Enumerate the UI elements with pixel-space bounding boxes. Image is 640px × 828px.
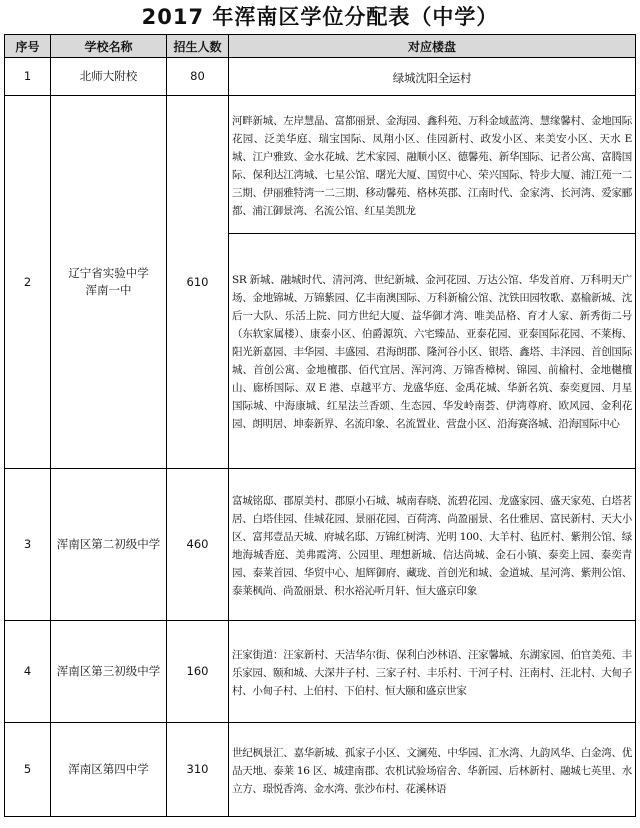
- header-no: 序号: [5, 35, 51, 58]
- row-enrollment: 160: [167, 621, 229, 723]
- row-estates: SR 新城、融城时代、清河湾、世纪新城、金河花园、万达公馆、华发首府、万科明天广场、金地锦城、万锦紫园、亿丰南澳国际、万科新榆公馆、沈铁田园牧歌、嘉榆新城、沈后一大队、乐活上院、同方世纪大厦、益华御才湾、唯美品格、育才人家、新秀街二号（东软家属楼）、康泰小区、伯爵源筑、六宅臻品、亚泰花园、亚泰国际花园、不莱梅、阳光新嘉园、丰华园、丰盛园、君海朗郡、隆河谷小区、银塔、鑫塔、丰泽园、首创国际城、首创公寓、金地檀郡、佰代宜居、浑河湾、万锦香樟树、锦园、前榆村、金地樾檀山、廊桥国际、双 E 港、卓越平方、龙盛华庭、金禹花城、华新名筑、泰奕夏园、月星国际城、中海康城、红星法兰香颂、生态园、华发岭南荟、伊湾尊府、欧风园、金利花园、朗明居、坤泰新界、名流印象、名流置业、营盘小区、沿海赛洛城、沿海国际中心: [229, 234, 636, 469]
- table-row: [5, 58, 636, 96]
- table-row: [5, 723, 636, 817]
- table-header-row: [5, 35, 636, 58]
- row-school: 北师大附校: [51, 58, 167, 96]
- row-estates: 汪家街道：汪家新村、天洁华尔街、保利白沙林语、汪家馨城、东湖家园、伯官美苑、丰乐家园、颐和城、大深井子村、三家子村、丰乐村、干河子村、汪南村、汪北村、大甸子村、小甸子村、上伯村、下伯村、恒大颐和盛京世家: [229, 621, 636, 723]
- row-school: 浑南区第四中学: [51, 723, 167, 817]
- header-school: 学校名称: [51, 35, 167, 58]
- table-row: [5, 621, 636, 723]
- row-no: 4: [5, 621, 51, 723]
- header-estates: 对应楼盘: [229, 35, 636, 58]
- row-enrollment: 310: [167, 723, 229, 817]
- row-estates: 河畔新城、左岸慧晶、富都丽景、金海园、鑫科苑、万科金域蓝湾、慧缘馨村、金地国际花园、泛美华庭、瑞宝国际、凤翔小区、佳园新村、政发小区、来美安小区、天水 E 城、江户雅致、金水花城、艺术家园、融顺小区、德馨苑、新华国际、记者公寓、富腾国际、保利达江湾城、七星公馆、曙光大厦、国贸中心、荣兴国际、特步大厦、浦江苑一二三期、伊丽雅特湾一二三期、移动馨苑、格林英郡、江南时代、金家湾、长河湾、爱家郦都、浦江御景湾、名流公馆、红星美凯龙: [229, 96, 636, 234]
- row-estates: 富城铭邸、郡原美村、郡原小石城、城南春晓、流碧花园、龙盛家园、盛天家苑、白塔茗居、白塔佳园、佳城花园、景丽花园、百荷湾、尚盈丽景、名仕雅居、富民新村、天大小区、富邦壹品天城、府城名邸、万锦红树湾、光明 100、大羊村、毡匠村、紫荆公馆、绿地海城香庭、美弗霞湾、公园里、理想新城、信达尚城、金石小镇、泰奕上园、泰奕青园、泰莱首园、华贸中心、旭辉御府、藏珑、首创光和城、金道城、星河湾、紫荆公馆、泰莱枫尚、尚盈丽景、积水裕沁听月轩、恒大盛京印象: [229, 469, 636, 621]
- row-school: 浑南区第三初级中学: [51, 621, 167, 723]
- allocation-table: [4, 34, 636, 817]
- header-enrollment: 招生人数: [167, 35, 229, 58]
- row-no: 1: [5, 58, 51, 96]
- row-estates: 世纪枫景汇、嘉华新城、孤家子小区、文澜苑、中华园、汇水湾、九韵风华、白金湾、优品天地、泰莱 16 区、城建南郡、农机试验场宿舍、华新园、后林新村、融城七英里、水立方、璟悦香湾、金水湾、张沙布村、花溪林语: [229, 723, 636, 817]
- row-no: 2: [5, 96, 51, 469]
- row-school: 浑南区第二初级中学: [51, 469, 167, 621]
- table-row: [5, 96, 636, 234]
- row-no: 3: [5, 469, 51, 621]
- row-no: 5: [5, 723, 51, 817]
- row-enrollment: 460: [167, 469, 229, 621]
- row-enrollment: 80: [167, 58, 229, 96]
- page-title: 2017 年浑南区学位分配表（中学）: [141, 5, 499, 29]
- table-row: [5, 469, 636, 621]
- row-estates: 绿城沈阳全运村: [229, 58, 636, 96]
- row-school: 辽宁省实验中学浑南一中: [51, 96, 167, 469]
- row-enrollment: 610: [167, 96, 229, 469]
